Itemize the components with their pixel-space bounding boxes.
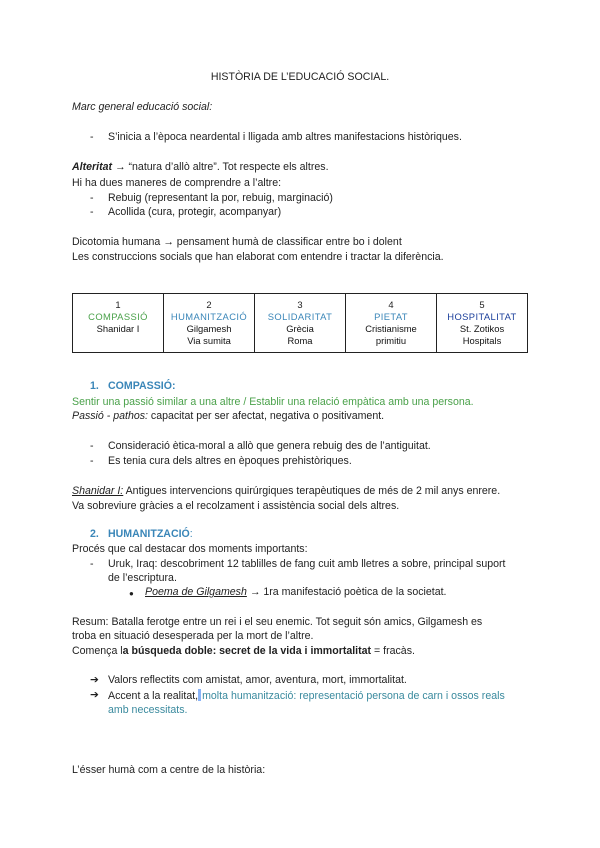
uruk-line2: de l’escriptura.: [108, 572, 177, 584]
alteritat-item-acollida: Acollida (cura, protegir, acompanyar): [108, 206, 282, 218]
marc-item: S’inicia a l’època neardental i lligada amb altres manifestacions històriques.: [108, 131, 462, 143]
section2-title-suffix: :: [189, 528, 193, 540]
cell-number: 3: [297, 299, 303, 310]
section1-title: COMPASSIÓ:: [108, 380, 176, 392]
arrow-item-accent: [108, 689, 505, 703]
section2-intro: Procés que cal destacar dos moments importants:: [72, 543, 308, 555]
cell-name: SOLIDARITAT: [267, 311, 333, 322]
cell-number: 5: [479, 299, 485, 310]
cell-text: Roma: [287, 335, 313, 346]
final-line: L’ésser humà com a centre de la història:: [72, 764, 266, 776]
cell-text: primitiu: [375, 335, 407, 346]
poema-term: Poema de Gilgamesh: [145, 586, 247, 598]
cell-text: Via sumita: [187, 335, 231, 346]
alteritat-line2: Hi ha dues maneres de comprendre a l’altre:: [72, 177, 282, 189]
text-cursor: [198, 689, 201, 701]
table-cell: [255, 294, 346, 353]
marc-heading: Marc general educació social:: [72, 101, 213, 113]
dash-bullet: -: [90, 558, 94, 570]
cell-text: Hospitals: [462, 335, 502, 346]
passio-text: capacitat per ser afectat, negativa o positivament.: [147, 410, 385, 422]
section1-item: Consideració ètica-moral a allò que genera rebuig des de l’antiguitat.: [108, 440, 431, 452]
accent-pre: Accent a la realitat,: [108, 690, 199, 702]
cell-number: 2: [206, 299, 212, 310]
section2-number: 2.: [90, 528, 99, 540]
arrow-item-valors: Valors reflectits com amistat, amor, aventura, mort, immortalitat.: [108, 674, 407, 686]
dash-bullet: -: [90, 455, 94, 467]
table-cell: [346, 294, 437, 353]
page-title: HISTÒRIA DE L’EDUCACIÓ SOCIAL.: [210, 71, 390, 83]
shanidar-line: [72, 485, 500, 498]
table-row: [73, 294, 528, 353]
shanidar-term: Shanidar I:: [72, 485, 124, 497]
dash-bullet: -: [90, 131, 94, 143]
stages-table: [72, 293, 528, 353]
alteritat-text: → “natura d’allò altre”. Tot respecte els altres.: [112, 161, 329, 173]
cell-number: 4: [388, 299, 394, 310]
section2-title: HUMANITZACIÓ: [108, 528, 190, 540]
poema-text: → 1ra manifestació poètica de la societat.: [246, 586, 447, 598]
comenca-line: [72, 645, 415, 658]
alteritat-item-rebuig: Rebuig (representant la por, rebuig, marginació): [108, 192, 333, 204]
dash-bullet: -: [90, 192, 94, 204]
passio-term: Passió - pathos:: [72, 410, 148, 422]
comenca-pre: Comença l: [72, 645, 123, 657]
cell-text: Gilgamesh: [186, 323, 232, 334]
cell-text: Grècia: [286, 323, 314, 334]
comenca-bold: a búsqueda doble: secret de la vida i immortalitat: [122, 645, 372, 657]
accent-line2: amb necessitats.: [108, 704, 188, 716]
dicotomia-line2: Les construccions socials que han elaborat com entendre i tractar la diferència.: [72, 251, 444, 263]
dicotomia-line1: Dicotomia humana → pensament humà de classificar entre bo i dolent: [72, 236, 402, 248]
cell-number: 1: [115, 299, 121, 310]
accent-teal: molta humanització: representació persona de carn i ossos reals: [202, 690, 505, 702]
section1-number: 1.: [90, 380, 99, 392]
cell-text: St. Zotikos: [459, 323, 505, 334]
cell-name: HUMANITZACIÓ: [170, 311, 248, 322]
resum-line2: troba en situació desesperada per la mort de l’altre.: [72, 630, 314, 642]
cell-text: Shanidar I: [96, 323, 140, 334]
cell-name: PIETAT: [374, 311, 408, 322]
section1-item: Es tenia cura dels altres en èpoques prehistòriques.: [108, 455, 352, 467]
dash-bullet: -: [90, 206, 94, 218]
section2-title-line: [108, 528, 193, 541]
cell-name: COMPASSIÓ: [88, 311, 148, 322]
cell-name: HOSPITALITAT: [447, 311, 517, 322]
alteritat-line: [72, 161, 329, 174]
resum-line1: Resum: Batalla ferotge entre un rei i el seu enemic. Tot seguit són amics, Gilgamesh es: [72, 616, 483, 628]
shanidar-text: Antigues intervencions quirúrgiques terapèutiques de més de 2 mil anys enrere.: [123, 485, 501, 497]
table-cell: [437, 294, 528, 353]
shanidar-line2: Va sobreviure gràcies a el recolzament i assistència social dels altres.: [72, 500, 400, 512]
uruk-line1: Uruk, Iraq: descobriment 12 tablilles de fang cuit amb lletres a sobre, principal suport: [108, 558, 506, 570]
cell-text: Cristianisme: [365, 323, 417, 334]
table-cell: [73, 294, 164, 353]
arrow-bullet: ➔: [90, 689, 99, 701]
dot-bullet: ●: [129, 589, 134, 598]
passio-line: [72, 410, 384, 423]
poema-line: [145, 586, 447, 599]
table-cell: [164, 294, 255, 353]
arrow-bullet: ➔: [90, 674, 99, 686]
alteritat-term: Alteritat: [72, 161, 113, 173]
dash-bullet: -: [90, 440, 94, 452]
comenca-post: = fracàs.: [371, 645, 415, 657]
section1-definition: Sentir una passió similar a una altre / Establir una relació empàtica amb una persona.: [72, 396, 474, 408]
